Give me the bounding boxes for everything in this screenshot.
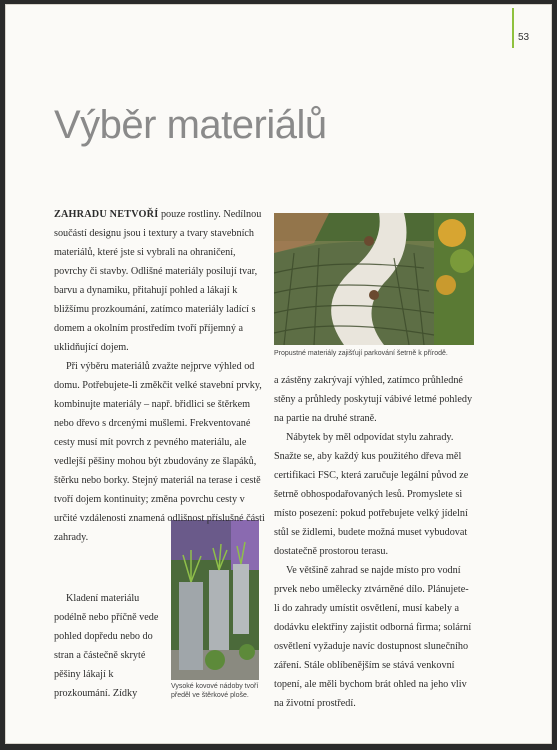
paragraph-intro: ZAHRADU NETVOŘÍ pouze rostliny. Nedílnou součástí designu jsou i textury a tvary stavebních materiálů, které jste si vybrali na ohraničení, povrchy či stavby. Odlišné materiály posilují tvar, barvu a dynamiku, přitahují pohled a lákají k bližšímu prozkoumání, zatímco materiály ladící s domem a okolním prostředím tvoří příjemný a uklidňující dojem. [54, 209, 262, 353]
page-title: Výběr materiálů [54, 103, 327, 147]
text-column-left-narrow [54, 589, 166, 703]
paragraph-furniture: Nábytek by měl odpovídat stylu zahrady. Snažte se, aby každý kus použitého dřeva měl certifikaci FSC, která zaručuje legální původ ze šetrně obhospodařovaných lesů. Promyslete si místo posezení: pokud potřebujete velký jídelní stůl se židlemi, budete možná muset vybudovat dostatečně prostorou terasu. [274, 432, 469, 557]
book-page [6, 5, 551, 743]
paragraph-laying: Kladení materiálu podélně nebo příčně vede pohled dopředu nebo do stran a částečně skryté pěšiny lákají k prozkoumání. Zídky [54, 593, 159, 699]
paragraph-screens: a zástěny zakrývají výhled, zatímco průhledné stěny a průhledy poskytují vábivé letmé pohledy na partie na druhé straně. [274, 375, 473, 424]
paragraph-water-lighting: Ve většině zahrad se najde místo pro vodní prvek nebo umělecky ztvárněné dílo. Plánujete-li do zahrady umístit osvětlení, musí kabely a dodávku elektřiny zajistit odborná firma; solární osvětlení vyžaduje navíc dostupnost slunečního záření. Stále oblíbenějším se stává venkovní topení, ale měli bychom brát ohled na jeho vliv na životní prostředí. [274, 565, 472, 709]
lead-in: ZAHRADU NETVOŘÍ [54, 209, 159, 220]
parking-grid-image [274, 213, 474, 345]
caption-photo-parking: Propustné materiály zajišťují parkování šetrně k přírodě. [274, 350, 448, 357]
text-column-left [54, 205, 266, 547]
caption-photo-planters: Vysoké kovové nádoby tvoří předěl ve štěrkové ploše. [171, 683, 259, 699]
photo-permeable-parking [274, 213, 474, 345]
page-accent-bar [512, 8, 514, 48]
page-number: 53 [518, 32, 530, 43]
paragraph-materials: Při výběru materiálů zvažte nejprve výhled od domu. Potřebujete-li změkčit velké stavební prvky, kombinujte materiály – např. břidlici se štěrkem nebo dřevo s drcenými mušlemi. Frekventované cesty musí mít povrch z pevného materiálu, ale vedlejší pěšiny mohou být zbudovány ze šlapáků, štěrku nebo borky. Stejný materiál na terase i cestě tvoří dojem kontinuity; změna povrchu cesty v určité vzdálenosti znamená odlišnost příslušné části zahrady. [54, 361, 265, 543]
text-column-right [274, 371, 474, 713]
